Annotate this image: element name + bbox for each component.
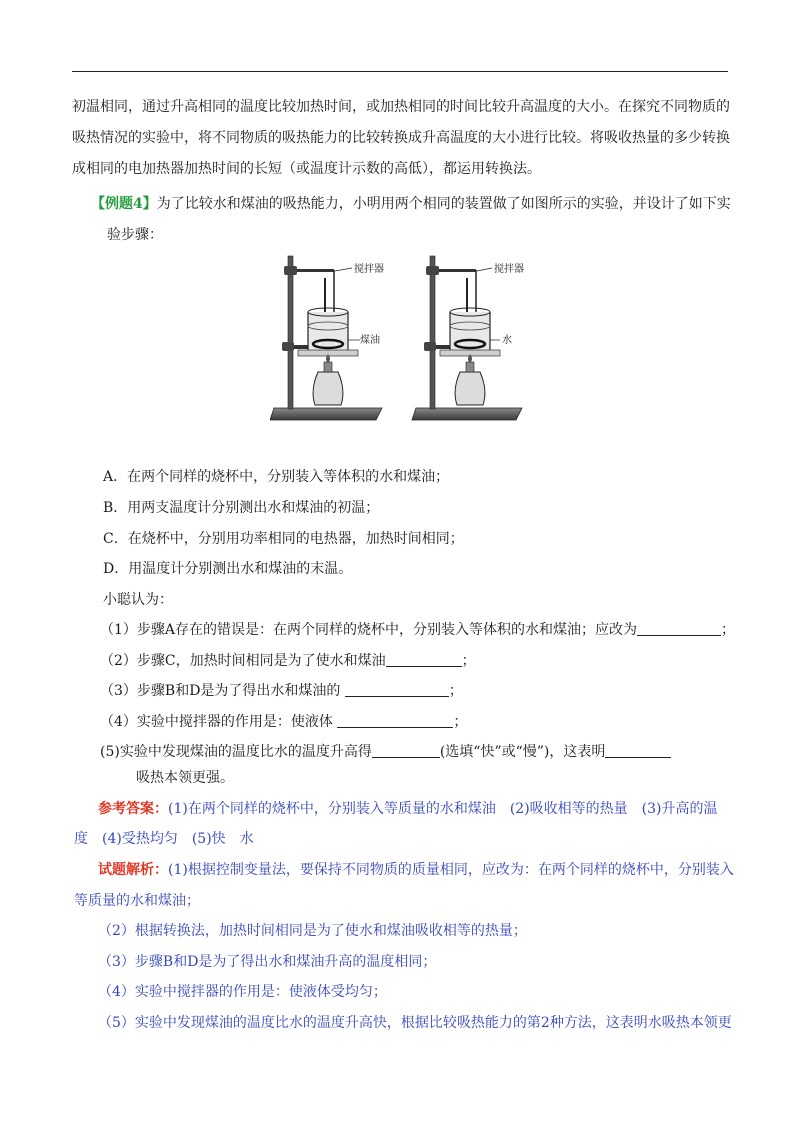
right-stirrer-label: 搅拌器 — [494, 264, 524, 275]
q1-text: （1）步骤A存在的错误是：在两个同样的烧杯中，分别装入等体积的水和煤油；应改为 — [100, 622, 638, 638]
example-text-1: 为了比较水和煤油的吸热能力，小明用两个相同的装置做了如图所示的实验，并设计了如下实 — [156, 196, 731, 212]
example-line-1 — [91, 194, 731, 214]
right-clamp-arm — [434, 269, 476, 272]
left-apparatus — [270, 256, 384, 420]
q4-end: ； — [453, 714, 468, 730]
q4-blank[interactable] — [337, 713, 453, 728]
left-clamp-arm — [292, 269, 334, 272]
analysis-line-3: （2）根据转换法，加热时间相同是为了使水和煤油吸收相等的热量； — [98, 923, 527, 939]
left-burner — [313, 372, 343, 405]
right-clamp — [426, 266, 439, 275]
question-1 — [100, 620, 735, 640]
analysis-line-6: （5）实验中发现煤油的温度比水的温度升高快，根据比较吸热能力的第2种方法，这表明水吸热本领更 — [98, 1015, 732, 1031]
intro-line-2: 吸热情况的实验中，将不同物质的吸热能力的比较转换成升高温度的大小进行比较。将吸收热量的多少转换 — [72, 130, 730, 146]
q5-blank-2[interactable] — [605, 743, 671, 758]
example-tag: 【例题4】 — [91, 196, 157, 212]
q1-blank[interactable] — [637, 621, 721, 636]
right-ring-clamp — [424, 342, 436, 351]
q3-text: （3）步骤B和D是为了得出水和煤油的 — [100, 683, 345, 699]
left-clamp — [284, 266, 297, 275]
left-pole — [288, 256, 293, 409]
right-apparatus — [412, 256, 524, 420]
question-4 — [100, 712, 467, 732]
q3-end: ； — [448, 683, 463, 699]
right-base — [412, 408, 522, 420]
example-line-2: 验步骤： — [107, 227, 163, 243]
q1-end: ； — [721, 622, 736, 638]
q2-end: ； — [461, 653, 476, 669]
left-stirrer-label: 搅拌器 — [354, 264, 384, 275]
answer-line-2: 度 (4)受热均匀 (5)快 水 — [74, 831, 254, 847]
left-liquid-label: 煤油 — [360, 335, 380, 346]
question-5 — [100, 742, 671, 762]
step-d: D．用温度计分别测出水和煤油的末温。 — [103, 561, 353, 577]
right-liquid-label: 水 — [502, 335, 512, 346]
q5-text: (5)实验中发现煤油的温度比水的温度升高得 — [100, 744, 372, 760]
step-c: C．在烧杯中，分别用功率相同的电热器，加热时间相同； — [103, 531, 464, 547]
q2-text: （2）步骤C，加热时间相同是为了使水和煤油 — [100, 653, 386, 669]
q5-blank-1[interactable] — [372, 743, 440, 758]
intro-line-1: 初温相同，通过升高相同的温度比较加热时间，或加热相同的时间比较升高温度的大小。在探究不同物质的 — [72, 99, 730, 115]
answer-label: 参考答案： — [98, 801, 168, 817]
analysis-line-2: 等质量的水和煤油； — [74, 893, 200, 909]
intro-line-3: 成相同的电加热器加热时间的长短（或温度计示数的高低），都运用转换法。 — [72, 161, 541, 177]
step-b: B．用两支温度计分别测出水和煤油的初温； — [103, 500, 380, 516]
analysis-line-4: （3）步骤B和D是为了得出水和煤油升高的温度相同； — [98, 954, 437, 970]
answer-line-1 — [98, 799, 718, 819]
analysis-line-1 — [98, 860, 734, 880]
right-pole — [430, 256, 435, 409]
question-3 — [100, 681, 463, 701]
left-ring-clamp — [282, 342, 294, 351]
apparatus-figure — [270, 250, 540, 428]
q3-blank[interactable] — [345, 682, 449, 697]
opinion-intro: 小聪认为： — [103, 592, 173, 608]
analysis-line-5: （4）实验中搅拌器的作用是：使液体受均匀； — [98, 984, 387, 1000]
right-burner — [455, 372, 485, 405]
q2-blank[interactable] — [386, 652, 462, 667]
question-5-line-2: 吸热本领更强。 — [136, 770, 234, 786]
question-2 — [100, 651, 476, 671]
step-a: A．在两个同样的烧杯中，分别装入等体积的水和煤油； — [103, 469, 450, 485]
answer-text-1: (1)在两个同样的烧杯中，分别装入等质量的水和煤油 (2)吸收相等的热量 (3)升高的温 — [168, 801, 718, 817]
q4-text: （4）实验中搅拌器的作用是：使液体 — [100, 714, 338, 730]
analysis-label: 试题解析： — [98, 862, 168, 878]
analysis-text-1: (1)根据控制变量法，要保持不同物质的质量相同，应改为：在两个同样的烧杯中，分别装入 — [168, 862, 734, 878]
q5-mid: (选填“快”或“慢”)，这表明 — [439, 744, 606, 760]
header-rule — [72, 71, 728, 72]
left-base — [270, 408, 382, 420]
